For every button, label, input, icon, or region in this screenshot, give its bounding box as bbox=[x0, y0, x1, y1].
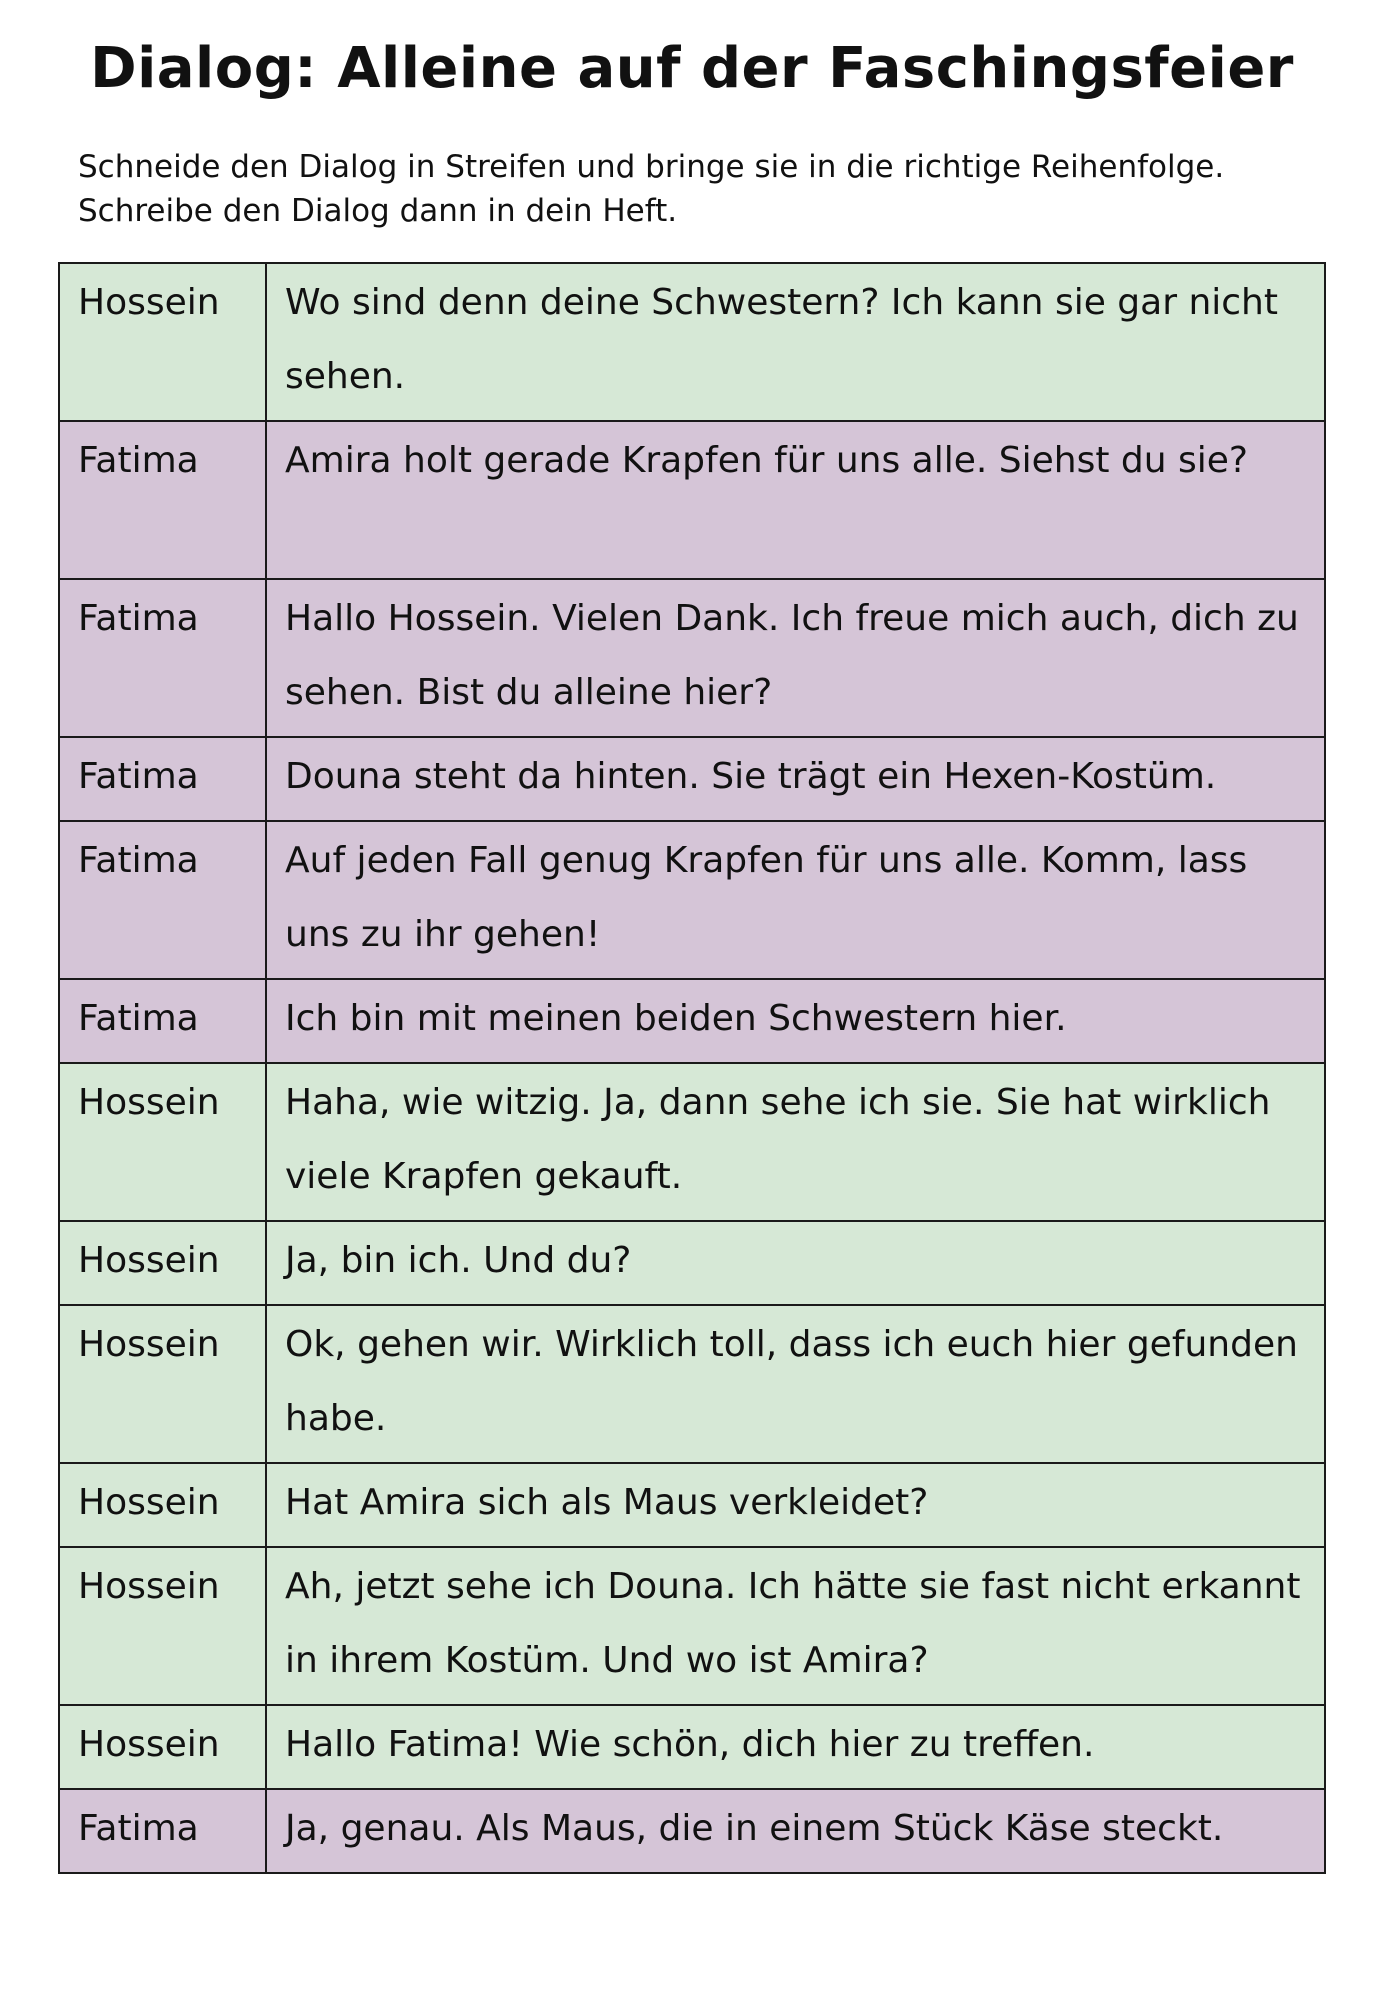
speaker-cell bbox=[59, 1063, 266, 1221]
speaker-cell bbox=[59, 579, 266, 737]
dialog-row bbox=[59, 263, 1325, 421]
dialog-line: Wo sind denn deine Schwestern? Ich kann sie gar nicht sehen. bbox=[285, 282, 1278, 397]
speaker-cell bbox=[59, 1221, 266, 1305]
dialog-row bbox=[59, 1305, 1325, 1463]
dialog-row bbox=[59, 1063, 1325, 1221]
speaker-name: Fatima bbox=[78, 598, 199, 639]
dialog-line: Hallo Fatima! Wie schön, dich hier zu treffen. bbox=[285, 1724, 1095, 1765]
speaker-cell bbox=[59, 821, 266, 979]
dialog-line-cell bbox=[266, 1789, 1325, 1873]
dialog-line-cell bbox=[266, 1063, 1325, 1221]
dialog-row bbox=[59, 421, 1325, 579]
dialog-line: Ja, bin ich. Und du? bbox=[285, 1240, 632, 1281]
dialog-line: Hat Amira sich als Maus verkleidet? bbox=[285, 1482, 929, 1523]
dialog-row bbox=[59, 979, 1325, 1063]
speaker-name: Fatima bbox=[78, 840, 199, 881]
speaker-name: Hossein bbox=[78, 1566, 220, 1607]
dialog-line-cell bbox=[266, 1305, 1325, 1463]
speaker-cell bbox=[59, 737, 266, 821]
dialog-row bbox=[59, 821, 1325, 979]
dialog-line: Amira holt gerade Krapfen für uns alle. Siehst du sie? bbox=[285, 440, 1249, 481]
speaker-cell bbox=[59, 263, 266, 421]
dialog-line-cell bbox=[266, 821, 1325, 979]
speaker-name: Hossein bbox=[78, 1240, 220, 1281]
dialog-row bbox=[59, 1221, 1325, 1305]
speaker-cell bbox=[59, 1305, 266, 1463]
dialog-line: Ah, jetzt sehe ich Douna. Ich hätte sie fast nicht erkannt in ihrem Kostüm. Und wo ist Amira? bbox=[285, 1566, 1301, 1681]
speaker-name: Fatima bbox=[78, 1808, 199, 1849]
speaker-name: Hossein bbox=[78, 1324, 220, 1365]
speaker-name: Fatima bbox=[78, 998, 199, 1039]
speaker-name: Hossein bbox=[78, 1724, 220, 1765]
speaker-cell bbox=[59, 1547, 266, 1705]
speaker-cell bbox=[59, 979, 266, 1063]
dialog-row bbox=[59, 1547, 1325, 1705]
dialog-row bbox=[59, 1789, 1325, 1873]
dialog-line-cell bbox=[266, 737, 1325, 821]
speaker-name: Hossein bbox=[78, 1082, 220, 1123]
speaker-cell bbox=[59, 1705, 266, 1789]
speaker-cell bbox=[59, 1789, 266, 1873]
dialog-line-cell bbox=[266, 1547, 1325, 1705]
dialog-line-cell bbox=[266, 979, 1325, 1063]
dialog-line: Douna steht da hinten. Sie trägt ein Hexen-Kostüm. bbox=[285, 756, 1217, 797]
instructions-text: Schneide den Dialog in Streifen und bringe sie in die richtige Reihenfolge. Schreibe den Dialog dann in dein Heft. bbox=[78, 149, 1225, 229]
dialog-line-cell bbox=[266, 263, 1325, 421]
dialog-line-cell bbox=[266, 421, 1325, 579]
speaker-name: Fatima bbox=[78, 440, 199, 481]
dialog-row bbox=[59, 1463, 1325, 1547]
dialog-line-cell bbox=[266, 1463, 1325, 1547]
dialog-line: Hallo Hossein. Vielen Dank. Ich freue mich auch, dich zu sehen. Bist du alleine hier? bbox=[285, 598, 1299, 713]
speaker-name: Hossein bbox=[78, 282, 220, 323]
dialog-row bbox=[59, 1705, 1325, 1789]
dialog-row bbox=[59, 737, 1325, 821]
dialog-line: Ja, genau. Als Maus, die in einem Stück Käse steckt. bbox=[285, 1808, 1224, 1849]
dialog-line-cell bbox=[266, 1221, 1325, 1305]
dialog-line: Ok, gehen wir. Wirklich toll, dass ich euch hier gefunden habe. bbox=[285, 1324, 1298, 1439]
speaker-cell bbox=[59, 421, 266, 579]
dialog-line: Auf jeden Fall genug Krapfen für uns alle. Komm, lass uns zu ihr gehen! bbox=[285, 840, 1248, 955]
speaker-cell bbox=[59, 1463, 266, 1547]
dialog-table bbox=[58, 262, 1326, 1874]
page-title: Dialog: Alleine auf der Faschingsfeier bbox=[90, 36, 1294, 101]
dialog-line: Haha, wie witzig. Ja, dann sehe ich sie. Sie hat wirklich viele Krapfen gekauft. bbox=[285, 1082, 1271, 1197]
dialog-line: Ich bin mit meinen beiden Schwestern hier. bbox=[285, 998, 1067, 1039]
dialog-line-cell bbox=[266, 579, 1325, 737]
speaker-name: Hossein bbox=[78, 1482, 220, 1523]
dialog-row bbox=[59, 579, 1325, 737]
dialog-line-cell bbox=[266, 1705, 1325, 1789]
speaker-name: Fatima bbox=[78, 756, 199, 797]
